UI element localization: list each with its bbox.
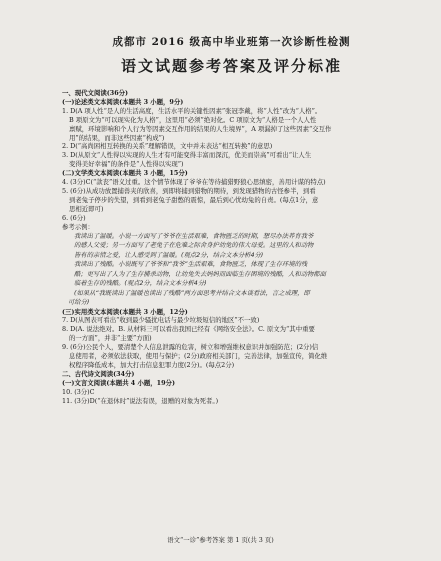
answer-line: 到老兔子停步的失望，到看到老兔子甜憋的震惊，最后到心忧幼兔的自责。(每点1分，意 — [69, 195, 319, 204]
section-heading: 二、古代诗文阅读(34分) — [62, 369, 135, 378]
answer-line: 2. D(“高尚困相互转换的关系”理解错误，文中并未表达“相互转换”的意思) — [62, 142, 273, 151]
answer-line: 用”的结果，而非这些因素“构成”) — [69, 133, 165, 142]
answer-line: 5. (6分)从成功放置捕兽夹的欣喜，到即将捕到猎物的期待，到发现猎物的古怪参半，到看 — [62, 186, 316, 195]
section-heading: (二)文学类文本阅读(本题共 3 小题，15分) — [62, 169, 188, 178]
answer-line: 8. D(A. 说法绝对。B. 从材料三可以看出我国已经有《网络安全法》。C. 原文为“其中重要 — [62, 325, 315, 334]
handwritten-line: 酷；更写出了人为了生存捕杀动物，让幼兔失去妈妈而面临生存困境的残酷，人和动物都面 — [74, 270, 326, 278]
answer-line: 思相近即可) — [69, 204, 104, 213]
handwritten-line: 皆有的亲情之爱，让人感受到了温暖。(观点2分，结合文本分析4分) — [74, 251, 264, 259]
answer-line: B 项原文为“可以现实化为人格”，这里用“必须”绝对化。C 项原文为“人格是一个人人性 — [69, 115, 317, 124]
answer-line: 4. (3分)C(“款丧”语义过重。这个情节体现了爷爷在等待捕猎野狼心思缜密，善用计谋的特点) — [62, 178, 326, 187]
page-footer: 语文“一诊”参考答案 第 1 页(共 3 页) — [167, 536, 274, 544]
answer-line: 禀赋，环境影响和个人行为等因素交互作用的结果的人生境界”，A 项漏掉了这些因素“交互作 — [69, 124, 332, 133]
handwritten-line: 我读出了残酷。小说既写了爷爷和“我爷”生活艰难，食物匮乏，体现了生存环境的残 — [74, 261, 308, 268]
answer-line: 6. (6分) — [62, 213, 86, 222]
answer-line: 10. (3分)C — [62, 387, 95, 396]
answer-line: 变得美好幸福”的条件是“人性得以实现”) — [69, 160, 184, 169]
answer-line: 7. D(从图表可看出“收到最少骚扰电话与最少垃圾短信的地区”不一致) — [62, 316, 260, 325]
answer-line: 11. (3分)D(“在退休时”说法有误，退赠的对象为死者。) — [62, 396, 219, 405]
reading-answers-block — [62, 89, 401, 232]
handwritten-line: 临着生存的残酷。(观点2分，结合文本分析4分) — [74, 280, 207, 287]
practical-and-classical-answers-block — [62, 308, 401, 406]
answer-line: 参考示例： — [62, 222, 94, 231]
section-heading: 一、现代文阅读(36分) — [62, 89, 129, 97]
answer-line: 的一方面”，并非“主要”方面) — [69, 334, 152, 343]
section-heading: (一)文言文阅读(本题共 4 小题，19分) — [62, 378, 175, 387]
answer-line: 息使用者，必须依法获取，使用与保护；(2分)政府相关部门，完善法律，加强宣传，简化维 — [69, 352, 328, 361]
section-heading: (一)论述类文本阅读(本题共 3 小题，9分) — [62, 97, 184, 106]
section-heading: (三)实用类文本阅读(本题共 3 小题，12分) — [62, 307, 188, 316]
handwritten-line: 的感人父爱；另一方面写了老兔子在危难之际舍身护幼兔的伟大母爱。这里的人和动物 — [74, 242, 314, 249]
document-title: 语文试题参考答案及评分标准 — [120, 57, 342, 75]
answer-body — [62, 89, 401, 405]
exam-title: 成都市 2016 级高中毕业班第一次诊断性检测 — [112, 36, 351, 48]
handwritten-sample-answer — [62, 232, 401, 308]
handwritten-line: (如果从“我既读出了温暖也读出了残酷”两方面思考并结合文本谈看法，言之成理，即 — [74, 289, 310, 297]
answer-line: 3. D(从原文“人性得以实现的人生才有可能变得丰富而深沉，优美而崇高”可看出“让人生 — [62, 151, 312, 160]
handwritten-line: 可给分) — [68, 299, 90, 306]
answer-line: 9. (6分)公民个人，要清楚个人信息泄露的危害，树立和增强维权意识并加强防范；(2分)信 — [62, 343, 319, 352]
answer-line: 1. D(A 项人性“是人的生活高度，生活水平的关键性因素”张冠李戴，将“人性”改为“人格”。 — [62, 106, 322, 115]
answer-line: 权程序降低成本，加大打击信息犯罪力度(2分)。(每点2分) — [69, 360, 235, 369]
handwritten-line: 我读出了温暖。小说一方面写了爷爷在生活艰难，食物匮乏的时期，想尽办法养育我爷 — [74, 232, 314, 240]
